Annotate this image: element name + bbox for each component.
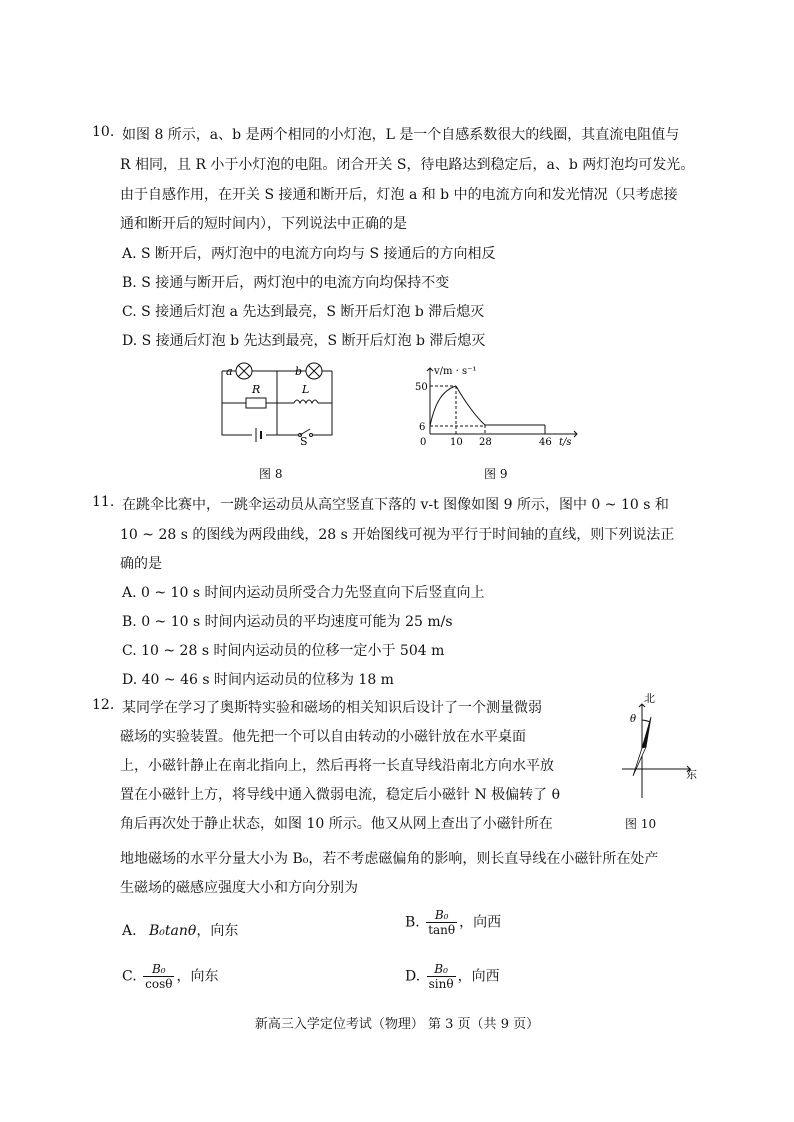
fig8-label-r: R xyxy=(252,383,261,396)
fig8-label-a: a xyxy=(226,365,233,378)
q12-option-c-numerator: B₀ xyxy=(143,962,174,977)
page-footer: 新高三入学定位考试（物理） 第 3 页（共 9 页） xyxy=(254,1017,540,1032)
q12-option-b-denominator: tanθ xyxy=(428,923,456,937)
fig8-label-b: b xyxy=(295,365,303,378)
fig9-origin: 0 xyxy=(420,437,427,448)
q12-stem-line: 置在小磁针上方，将导线中通入微弱电流，稳定后小磁针 N 极偏转了 θ xyxy=(120,787,561,803)
q11-option-c: C. 10 ~ 28 s 时间内运动员的位移一定小于 504 m xyxy=(122,643,445,659)
q12-number: 12. xyxy=(92,697,115,713)
figure-8-caption: 图 8 xyxy=(259,467,283,481)
q12-option-d-fraction xyxy=(427,962,456,991)
q10-option-a: A. S 断开后，两灯泡中的电流方向均与 S 接通后的方向相反 xyxy=(122,246,496,262)
q12-option-c-denominator: cosθ xyxy=(145,977,173,991)
q12-stem-line: 上，小磁针静止在南北指向上，然后再将一长直导线沿南北方向水平放 xyxy=(120,758,554,774)
q12-option-a-expr: B₀tanθ xyxy=(149,923,197,939)
fig9-ylabel: v/m · s⁻¹ xyxy=(434,366,477,377)
q10-option-b: B. S 接通与断开后，两灯泡中的电流方向均保持不变 xyxy=(122,275,450,291)
q12-stem-line: 生磁场的磁感应强度大小和方向分别为 xyxy=(120,880,358,896)
fig9-ytick-50: 50 xyxy=(415,382,428,393)
q10-number: 10. xyxy=(92,124,115,140)
fig8-label-l: L xyxy=(302,383,310,396)
q12-option-b-dir: ，向西 xyxy=(459,914,502,931)
q11-option-b: B. 0 ~ 10 s 时间内运动员的平均速度可能为 25 m/s xyxy=(122,614,453,630)
figure-9-caption: 图 9 xyxy=(484,467,508,481)
q11-option-a: A. 0 ~ 10 s 时间内运动员所受合力先竖直向下后竖直向上 xyxy=(122,585,485,601)
fig9-xlabel: t/s xyxy=(559,437,572,448)
q12-stem-line: 某同学在学习了奥斯特实验和磁场的相关知识后设计了一个测量微弱 xyxy=(122,700,542,716)
q11-option-d: D. 40 ~ 46 s 时间内运动员的位移为 18 m xyxy=(122,672,394,688)
q12-option-b-numerator: B₀ xyxy=(426,908,457,923)
fig10-east-label: 东 xyxy=(686,768,697,781)
q10-option-c: C. S 接通后灯泡 a 先达到最亮，S 断开后灯泡 b 滞后熄灭 xyxy=(122,304,485,320)
q12-option-b-label: B. xyxy=(405,914,420,931)
q12-option-d-numerator: B₀ xyxy=(427,962,456,977)
q12-option-c-label: C. xyxy=(122,968,137,985)
q12-option-d-denominator: sinθ xyxy=(428,977,454,991)
q12-option-a-dir: ，向东 xyxy=(196,923,239,939)
q12-option-c xyxy=(122,962,218,991)
q12-stem-line: 磁场的实验装置。他先把一个可以自由转动的小磁针放在水平桌面 xyxy=(120,729,526,745)
fig9-xtick-28: 28 xyxy=(479,437,492,448)
fig9-xtick-46: 46 xyxy=(539,437,552,448)
figure-10-compass xyxy=(620,692,710,802)
figure-10-caption: 图 10 xyxy=(625,817,657,831)
q12-option-b-fraction xyxy=(426,908,457,937)
q10-option-d: D. S 接通后灯泡 b 先达到最亮，S 断开后灯泡 b 滞后熄灭 xyxy=(122,333,486,349)
q12-stem-line: 角后再次处于静止状态，如图 10 所示。他又从网上查出了小磁针所在 xyxy=(120,816,553,832)
q10-stem-line: 由于自感作用，在开关 S 接通和断开后，灯泡 a 和 b 中的电流方向和发光情况（只考虑接 xyxy=(120,187,678,203)
q10-stem-line: R 相同，且 R 小于小灯泡的电阻。闭合开关 S，待电路达到稳定后，a、b 两灯泡均可发光。 xyxy=(120,157,695,173)
q11-stem-line: 确的是 xyxy=(120,556,162,572)
q12-stem-line: 地地磁场的水平分量大小为 B₀，若不考虑磁偏角的影响，则长直导线在小磁针所在处产 xyxy=(120,851,659,867)
q11-number: 11. xyxy=(92,494,115,510)
q11-stem-line: 在跳伞比赛中，一跳伞运动员从高空竖直下落的 v-t 图像如图 9 所示，图中 0 ~ 10 s 和 xyxy=(122,497,669,513)
q12-option-d-dir: ，向西 xyxy=(457,968,500,985)
q12-option-b xyxy=(405,908,501,937)
figure-8-circuit xyxy=(214,355,344,445)
q10-stem-line: 如图 8 所示，a、b 是两个相同的小灯泡，L 是一个自感系数很大的线圈，其直流电阻值与 xyxy=(122,127,680,143)
fig9-ytick-6: 6 xyxy=(419,422,426,433)
fig8-label-s: S xyxy=(300,435,308,445)
q12-option-c-dir: ，向东 xyxy=(176,968,219,985)
fig9-xtick-10: 10 xyxy=(450,437,463,448)
q12-option-d xyxy=(405,962,500,991)
fig10-north-label: 北 xyxy=(644,692,655,705)
q11-stem-line: 10 ~ 28 s 的图线为两段曲线，28 s 开始图线可视为平行于时间轴的直线，则下列说法正 xyxy=(120,527,675,543)
fig10-angle-label: θ xyxy=(630,714,637,725)
q12-option-a xyxy=(122,920,238,940)
q12-option-c-fraction xyxy=(143,962,174,991)
q12-option-d-label: D. xyxy=(405,968,421,985)
q12-option-a-label: A. xyxy=(122,923,137,939)
figure-9-vt-graph xyxy=(405,362,585,452)
q10-stem-line: 通和断开后的短时间内），下列说法中正确的是 xyxy=(120,216,407,232)
